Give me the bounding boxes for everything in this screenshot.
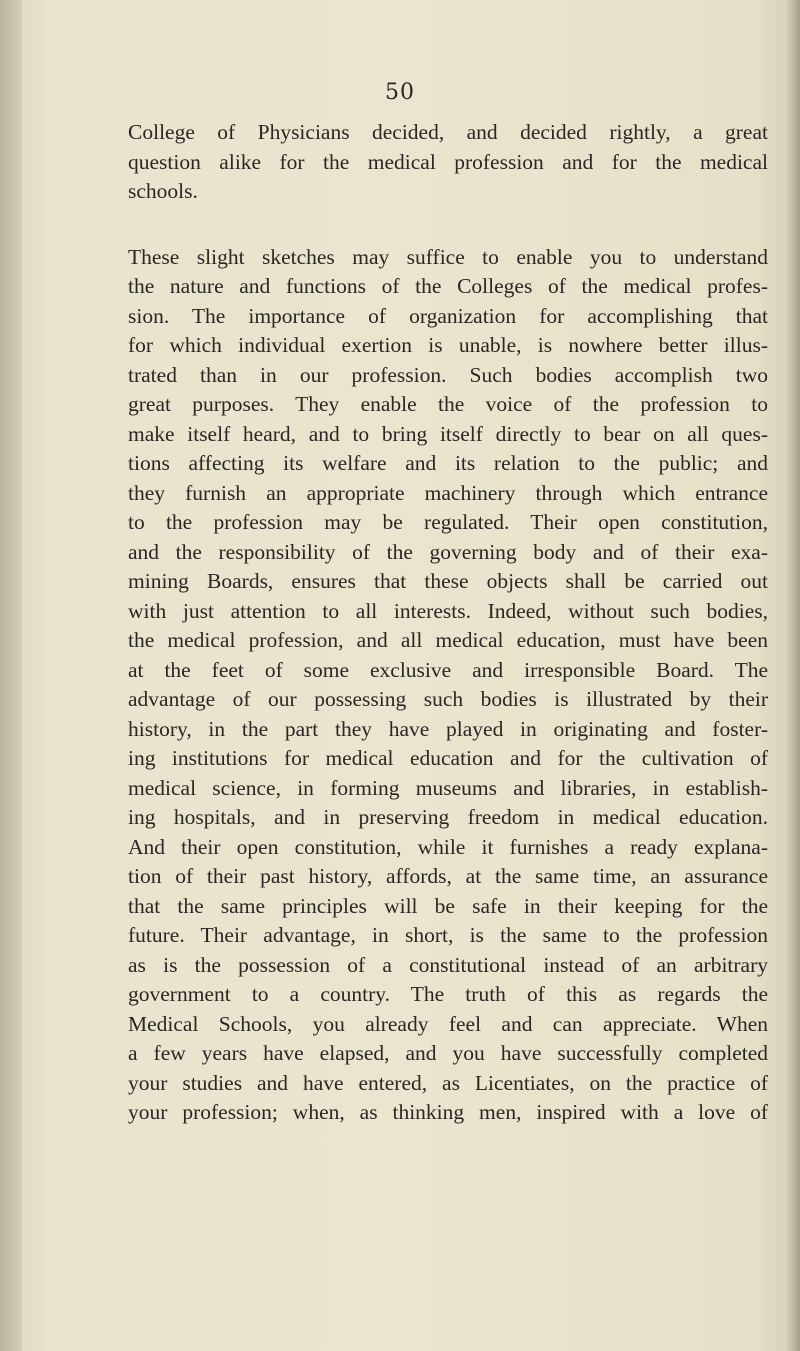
text-line: government to a country. The truth of this as regards the (128, 982, 768, 1006)
text-line: ing institutions for medical education and for the cultivation of (128, 746, 768, 770)
text-line: that the same principles will be safe in their keeping for the (128, 893, 768, 918)
text-line: trated than in our profession. Such bodies accomplish two (128, 362, 768, 387)
text-line: sion. The importance of organization for accomplishing that (128, 303, 768, 328)
paragraph (128, 118, 768, 207)
text-line: they furnish an appropriate machinery through which entrance (128, 480, 768, 505)
text-line: the nature and functions of the Colleges of the medical profes- (128, 274, 768, 298)
text-line: history, in the part they have played in originating and foster- (128, 716, 768, 741)
paragraph (128, 243, 768, 1128)
text-line: advantage of our possessing such bodies is illustrated by their (128, 687, 768, 711)
text-line: future. Their advantage, in short, is the same to the profession (128, 923, 768, 947)
text-line: as is the possession of a constitutional instead of an arbitrary (128, 952, 768, 977)
text-line: schools. (128, 179, 198, 203)
text-line: These slight sketches may suffice to enable you to understand (128, 244, 768, 269)
text-line: Medical Schools, you already feel and can appreciate. When (128, 1011, 768, 1036)
paragraph-gap (128, 207, 768, 243)
body-text (128, 118, 768, 1128)
text-line: question alike for the medical profession and for the medical (128, 149, 768, 174)
text-line: ing hospitals, and in preserving freedom in medical education. (128, 805, 768, 829)
text-line: your studies and have entered, as Licentiates, on the practice of (128, 1070, 768, 1095)
text-line: mining Boards, ensures that these objects shall be carried out (128, 569, 768, 593)
text-line: to the profession may be regulated. Their open constitution, (128, 510, 768, 534)
text-line: the medical profession, and all medical education, must have been (128, 628, 768, 652)
text-line: great purposes. They enable the voice of the profession to (128, 392, 768, 416)
text-line: medical science, in forming museums and libraries, in establish- (128, 775, 768, 800)
text-line: with just attention to all interests. Indeed, without such bodies, (128, 598, 768, 623)
text-line: College of Physicians decided, and decided rightly, a great (128, 120, 768, 144)
text-line: tions affecting its welfare and its relation to the public; and (128, 451, 768, 475)
page-edge-shadow (786, 0, 800, 1351)
text-line: for which individual exertion is unable, is nowhere better illus- (128, 333, 768, 357)
text-line: make itself heard, and to bring itself directly to bear on all ques- (128, 421, 768, 446)
text-line: tion of their past history, affords, at the same time, an assurance (128, 864, 768, 888)
text-line: and the responsibility of the governing body and of their exa- (128, 539, 768, 564)
page-number: 50 (385, 80, 415, 105)
text-line: your profession; when, as thinking men, inspired with a love of (128, 1100, 768, 1124)
page-binding-shadow (0, 0, 22, 1351)
text-line: And their open constitution, while it furnishes a ready explana- (128, 834, 768, 859)
text-line: at the feet of some exclusive and irresponsible Board. The (128, 657, 768, 682)
text-line: a few years have elapsed, and you have successfully completed (128, 1041, 768, 1065)
